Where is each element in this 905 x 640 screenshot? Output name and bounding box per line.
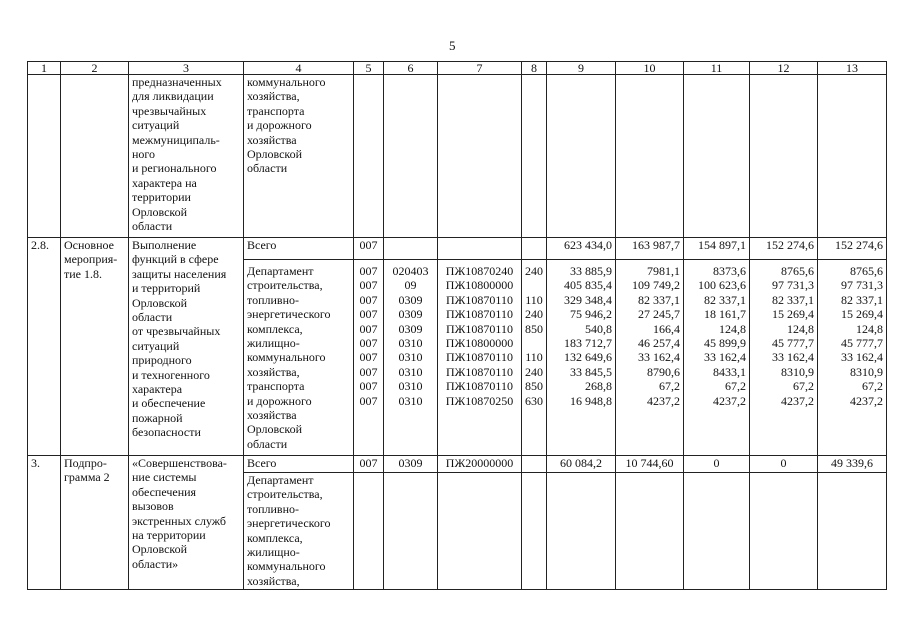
target-item-list: ПЖ10870240 ПЖ10800000 ПЖ10870110 ПЖ10870110 ПЖ10870110 ПЖ10800000 ПЖ10870110 ПЖ10870110 ПЖ10870110 ПЖ10870250	[438, 260, 522, 456]
page-number: 5	[449, 38, 456, 53]
col-header: 10	[616, 62, 684, 75]
total-grbs: 007	[354, 456, 384, 473]
table-row-3-total	[28, 456, 887, 473]
col-header: 4	[244, 62, 354, 75]
row-name: Подпро- грамма 2	[61, 456, 129, 590]
total-2021: 10 744,60	[616, 456, 684, 473]
table-row-2-8-total	[28, 238, 887, 260]
row-name: Основное мероприя- тие 1.8.	[61, 238, 129, 456]
col-header: 3	[129, 62, 244, 75]
total-2023: 152 274,6	[750, 238, 818, 260]
col-header: 1	[28, 62, 61, 75]
total-2022: 0	[684, 456, 750, 473]
grbs-list: 007 007 007 007 007 007 007 007 007 007	[354, 260, 384, 456]
row-number: 2.8.	[28, 238, 61, 456]
row-description: «Совершенствова- ние системы обеспечения вызовов экстренных служб на территории Орловской области»	[129, 456, 244, 590]
col-header: 6	[384, 62, 438, 75]
col-header: 12	[750, 62, 818, 75]
total-target-item: ПЖ20000000	[438, 456, 522, 473]
amount-2020-list: 33 885,9 405 835,4 329 348,4 75 946,2 540,8 183 712,7 132 649,6 33 845,5 268,8 16 948,8	[547, 260, 616, 456]
total-label: Всего	[244, 238, 354, 260]
continued-responsible: коммунального хозяйства, транспорта и дорожного хозяйства Орловской области	[244, 75, 354, 238]
row-number: 3.	[28, 456, 61, 590]
col-header: 11	[684, 62, 750, 75]
department-name: Департамент строительства, топливно- энергетического комплекса, жилищно- коммунального хозяйства,	[244, 473, 354, 590]
col-header: 2	[61, 62, 129, 75]
col-header: 7	[438, 62, 522, 75]
expense-type-list: 240 110 240 850 110 240 850 630	[522, 260, 547, 456]
total-2020: 60 084,2	[547, 456, 616, 473]
amount-2021-list: 7981,1 109 749,2 82 337,1 27 245,7 166,4 46 257,4 33 162,4 8790,6 67,2 4237,2	[616, 260, 684, 456]
header-row	[28, 62, 887, 75]
total-2024: 152 274,6	[818, 238, 887, 260]
total-label: Всего	[244, 456, 354, 473]
row-description: Выполнение функций в сфере защиты населения и территорий Орловской области от чрезвычайных ситуаций природного и техногенного характера и обеспечение пожарной безопасности	[129, 238, 244, 456]
budget-table	[27, 61, 887, 590]
total-2023: 0	[750, 456, 818, 473]
total-grbs: 007	[354, 238, 384, 260]
amount-2024-list: 8765,6 97 731,3 82 337,1 15 269,4 124,8 45 777,7 33 162,4 8310,9 67,2 4237,2	[818, 260, 887, 456]
continued-description: предназначенных для ликвидации чрезвычайных ситуаций межмуниципаль- ного и регионального характера на территории Орловской области	[129, 75, 244, 238]
total-2020: 623 434,0	[547, 238, 616, 260]
total-2022: 154 897,1	[684, 238, 750, 260]
col-header: 9	[547, 62, 616, 75]
amount-2022-list: 8373,6 100 623,6 82 337,1 18 161,7 124,8 45 899,9 33 162,4 8433,1 67,2 4237,2	[684, 260, 750, 456]
table-row-continued	[28, 75, 887, 238]
col-header: 8	[522, 62, 547, 75]
col-header: 13	[818, 62, 887, 75]
total-2021: 163 987,7	[616, 238, 684, 260]
total-2024: 49 339,6	[818, 456, 887, 473]
section-code-list: 020403 09 0309 0309 0309 0310 0310 0310 0310 0310	[384, 260, 438, 456]
total-section: 0309	[384, 456, 438, 473]
department-name: Департамент строительства, топливно- энергетического комплекса, жилищно- коммунального хозяйства, транспорта и дорожного хозяйства Орловской области	[244, 260, 354, 456]
col-header: 5	[354, 62, 384, 75]
amount-2023-list: 8765,6 97 731,3 82 337,1 15 269,4 124,8 45 777,7 33 162,4 8310,9 67,2 4237,2	[750, 260, 818, 456]
